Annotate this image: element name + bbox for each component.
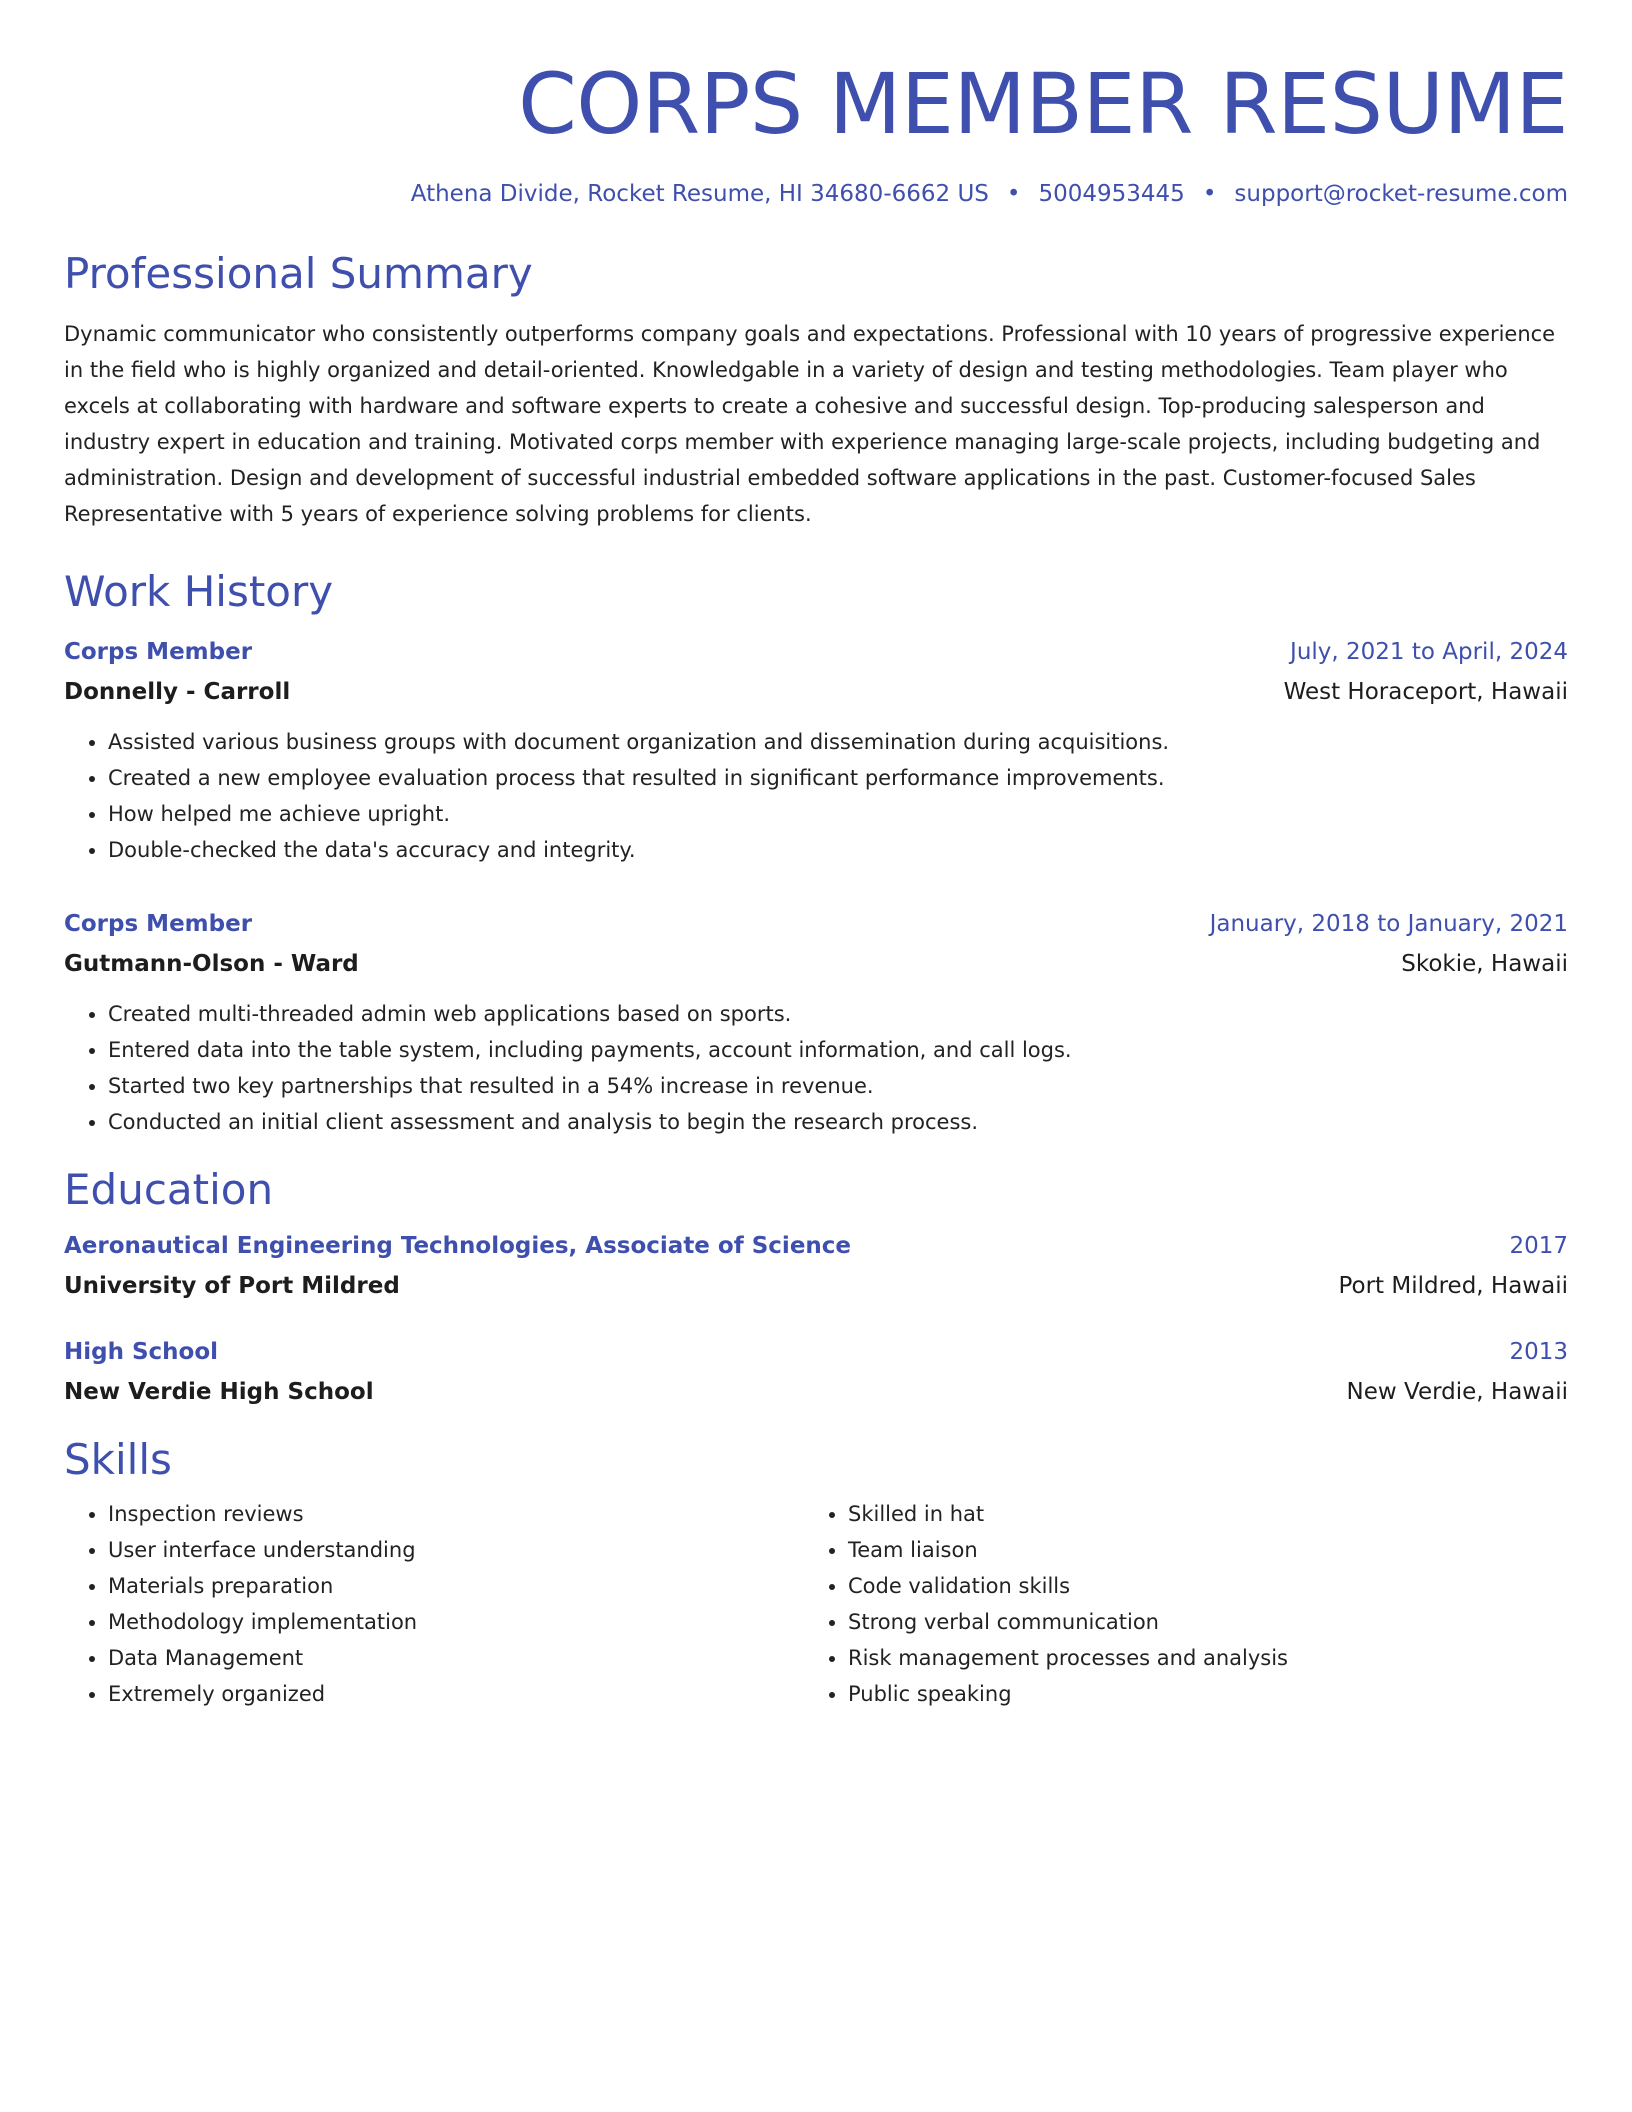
education-year: 2013 [1509, 1339, 1568, 1365]
summary-section [64, 248, 1568, 532]
skill-item: • Materials preparation [108, 1568, 804, 1604]
education-entry [64, 1228, 1568, 1304]
job-dates: July, 2021 to April, 2024 [1290, 639, 1568, 665]
job-bullet: • How helped me achieve upright. [108, 796, 1568, 832]
job-location: Skokie, Hawaii [1401, 951, 1568, 977]
contact-address: Athena Divide, Rocket Resume, HI 34680-6662 US [410, 181, 989, 207]
job-bullet: • Conducted an initial client assessment and analysis to begin the research process. [108, 1104, 1568, 1140]
contact-separator: • [1202, 181, 1217, 207]
contact-separator: • [1006, 181, 1021, 207]
education-school: New Verdie High School [64, 1379, 374, 1405]
education-degree: High School [64, 1339, 219, 1365]
education-header-row [64, 1334, 1568, 1370]
contact-line [64, 178, 1568, 210]
education-school-row [64, 1264, 1568, 1304]
skill-item: • Methodology implementation [108, 1604, 804, 1640]
skills-list [804, 1496, 1544, 1712]
education-section [64, 1164, 1568, 1410]
summary-title: Professional Summary [64, 249, 533, 298]
resume-header [64, 56, 1568, 210]
skills-section [64, 1434, 1568, 1712]
education-location: Port Mildred, Hawaii [1338, 1273, 1568, 1299]
skill-item: • Data Management [108, 1640, 804, 1676]
summary-text: Dynamic communicator who consistently outperforms company goals and expectations. Professional with 10 years of progressive experience in the field who is highly organized and detail-oriented. Knowledgable in a variety of design and testing methodologies. Team player who excels at collaborating with hardware and software experts to create a cohesive and successful design. Top-producing salesperson and industry expert in education and training. Motivated corps member with experience managing large-scale projects, including budgeting and administration. Design and development of successful industrial embedded software applications in the past. Customer-focused Sales Representative with 5 years of experience solving problems for clients. [64, 322, 1556, 526]
education-degree: Aeronautical Engineering Technologies, Associate of Science [64, 1233, 852, 1259]
resume-name: CORPS MEMBER RESUME [518, 55, 1568, 153]
skills-list [64, 1496, 804, 1712]
skills-column-left [64, 1496, 804, 1712]
skill-item: • User interface understanding [108, 1532, 804, 1568]
skill-item: • Strong verbal communication [848, 1604, 1544, 1640]
job-bullet: • Assisted various business groups with document organization and dissemination during acquisitions. [108, 724, 1568, 760]
job-title: Corps Member [64, 911, 253, 937]
skills-title: Skills [64, 1435, 172, 1484]
education-year: 2017 [1509, 1233, 1568, 1259]
job-entry [64, 906, 1568, 1140]
job-company: Gutmann-Olson - Ward [64, 951, 359, 977]
job-title: Corps Member [64, 639, 253, 665]
job-location: West Horaceport, Hawaii [1283, 679, 1568, 705]
education-school: University of Port Mildred [64, 1273, 400, 1299]
education-school-row [64, 1370, 1568, 1410]
job-dates: January, 2018 to January, 2021 [1209, 911, 1568, 937]
job-bullet: • Created multi-threaded admin web applications based on sports. [108, 996, 1568, 1032]
education-title: Education [64, 1165, 274, 1214]
education-header-row [64, 1228, 1568, 1264]
education-location: New Verdie, Hawaii [1346, 1379, 1568, 1405]
skill-item: • Inspection reviews [108, 1496, 804, 1532]
job-bullet: • Entered data into the table system, including payments, account information, and call logs. [108, 1032, 1568, 1068]
work-history-title: Work History [64, 567, 334, 616]
job-company-row [64, 942, 1568, 982]
contact-phone: 5004953445 [1038, 181, 1185, 207]
job-bullet: • Created a new employee evaluation process that resulted in significant performance improvements. [108, 760, 1568, 796]
job-company-row [64, 670, 1568, 710]
job-company: Donnelly - Carroll [64, 679, 291, 705]
job-bullets [64, 724, 1568, 868]
work-history-section [64, 566, 1568, 1140]
skill-item: • Team liaison [848, 1532, 1544, 1568]
job-bullet: • Double-checked the data's accuracy and integrity. [108, 832, 1568, 868]
skills-grid [64, 1496, 1568, 1712]
contact-email: support@rocket-resume.com [1234, 181, 1568, 207]
skill-item: • Code validation skills [848, 1568, 1544, 1604]
skill-item: • Risk management processes and analysis [848, 1640, 1544, 1676]
job-bullets [64, 996, 1568, 1140]
job-entry [64, 634, 1568, 868]
job-header-row [64, 906, 1568, 942]
skill-item: • Skilled in hat [848, 1496, 1544, 1532]
skill-item: • Public speaking [848, 1676, 1544, 1712]
job-bullet: • Started two key partnerships that resulted in a 54% increase in revenue. [108, 1068, 1568, 1104]
skill-item: • Extremely organized [108, 1676, 804, 1712]
education-entry [64, 1334, 1568, 1410]
skills-column-right [804, 1496, 1544, 1712]
job-header-row [64, 634, 1568, 670]
